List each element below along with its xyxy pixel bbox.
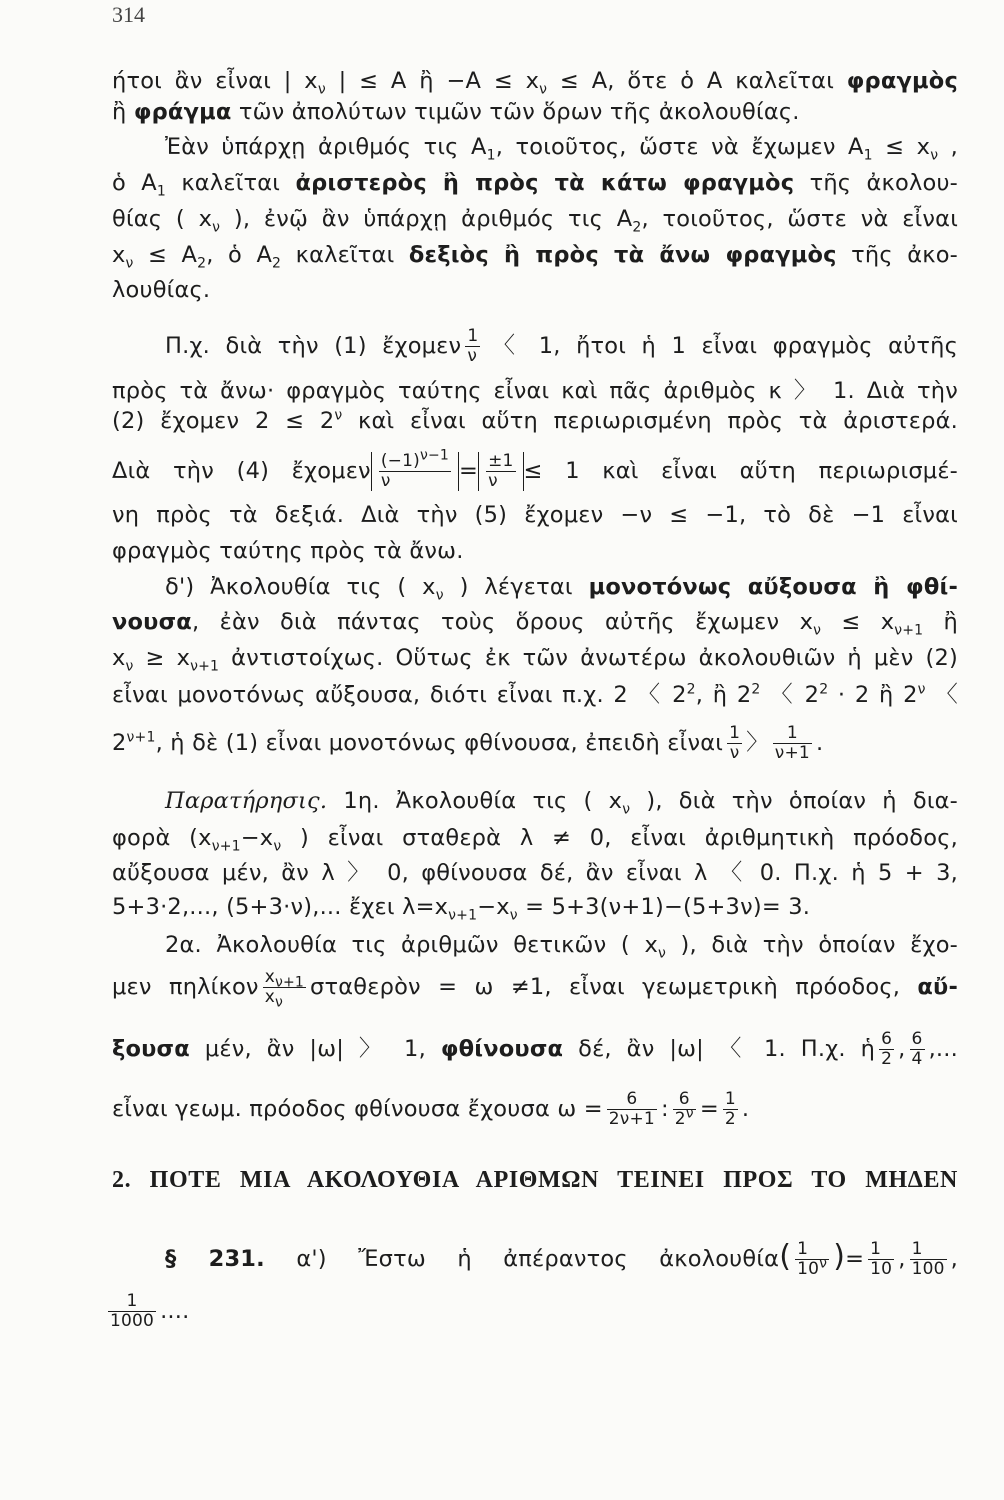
- term-bold: ἀριστερὸς ἢ πρὸς τὰ κάτω φραγμὸς: [295, 170, 795, 196]
- text-line: 2α. Ἀκολουθία τις ἀριθμῶν θετικῶν ( $x_\nu$ ), διὰ τὴν ὁποίαν ἔχο-: [165, 932, 958, 962]
- text-line: 5+3·2,..., (5+3·ν),... ἔχει $\lambda=x_{\nu+1}-x_\nu = 5+3(\nu+1)-(5+3\nu)= 3$.: [112, 894, 811, 924]
- text-line: Παρατήρησις. 1η. Ἀκολουθία τις ( $x_\nu$ ), διὰ τὴν ὁποίαν ἡ δια-: [165, 788, 958, 818]
- text-line: θίας ( $x_\nu$ ), ἐνῷ ἂν ὑπάρχῃ ἀριθμός τις $A_2$, τοιοῦτος, ὥστε νὰ εἶναι: [112, 206, 959, 236]
- term-bold: φθίνουσα: [440, 1036, 564, 1062]
- text-line: ξουσα μέν, ἂν |ω| 〉 1, φθίνουσα δέ, ἂν |ω| 〈 1. Π.χ. ἡ $\frac{6}{2}$ , $\frac{6}{4}$ ,...: [112, 1029, 958, 1069]
- text-line: μεν πηλίκον $\frac{x_{\nu+1}}{x_\nu}$ σταθερὸν = ω ≠1, εἶναι γεωμετρικὴ πρόοδος, αὔ-: [112, 967, 958, 1011]
- text-line: (2) ἔχομεν $2 \le 2^\nu$ καὶ εἶναι αὕτη περιωρισμένη πρὸς τὰ ἀριστερά.: [112, 407, 958, 434]
- text-line: § 231. α') Ἔστω ἡ ἀπέραντος ἀκολουθία( $\frac{1}{10^\nu}$ )= $\frac{1}{10}$ , $\frac{1}{100}$ ,: [165, 1239, 958, 1279]
- term-bold: φραγμὸς: [846, 68, 958, 94]
- text-line: νουσα, ἐὰν διὰ πάντας τοὺς ὅρους αὐτῆς ἔχωμεν $x_\nu \le x_{\nu+1}$ ἢ: [112, 609, 958, 639]
- text-line: Π.χ. διὰ τὴν (1) ἔχομεν $\frac{1}{\nu}$ 〈 1, ἤτοι ἡ 1 εἶναι φραγμὸς αὐτῆς: [165, 326, 959, 366]
- term-bold: ξουσα: [112, 1036, 190, 1062]
- absolute-value: $\frac{\pm 1}{\nu}$: [478, 452, 523, 491]
- term-bold: μονοτόνως αὔξουσα ἢ φθί-: [588, 574, 958, 600]
- fraction: $\frac{1}{\nu+1}$: [774, 723, 810, 763]
- text-line: νη πρὸς τὰ δεξιά. Διὰ τὴν (5) ἔχομεν −ν ≤ −1, τὸ δὲ −1 εἶναι: [112, 502, 958, 528]
- fraction: $\frac{1}{2}$: [724, 1089, 736, 1129]
- absolute-value: $\frac{(-1)^{\nu-1}}{\nu}$: [371, 452, 459, 491]
- fraction: $\frac{6}{2\nu+1}$: [608, 1089, 655, 1129]
- remark-label: Παρατήρησις.: [165, 788, 328, 814]
- fraction: $\frac{1}{100}$: [911, 1239, 945, 1279]
- text-line: πρὸς τὰ ἄνω· φραγμὸς ταύτης εἶναι καὶ πᾶς ἀριθμὸς κ 〉 1. Διὰ τὴν: [112, 378, 958, 404]
- text-line: $x_\nu \le A_2$, ὁ $A_2$ καλεῖται δεξιὸς ἢ πρὸς τὰ ἄνω φραγμὸς τῆς ἀκο-: [112, 242, 958, 272]
- term-bold: νουσα: [112, 609, 192, 635]
- text-line: εἶναι μονοτόνως αὔξουσα, διότι εἶναι π.χ. 2 〈 $2^2$, ἢ $2^2$ 〈 $2^2 \cdot 2$ ἢ $2^\nu$ 〈: [112, 681, 958, 708]
- text-line: δ') Ἀκολουθία τις ( $x_\nu$ ) λέγεται μονοτόνως αὔξουσα ἢ φθί-: [165, 574, 958, 604]
- term-bold: φράγμα: [133, 99, 232, 125]
- text-line: εἶναι γεωμ. πρόοδος φθίνουσα ἔχουσα ω = $\frac{6}{2\nu+1}$ : $\frac{6}{2^\nu}$ = $\frac{1}{2}$ .: [112, 1089, 750, 1129]
- text-line: $2^{\nu+1}$, ἡ δὲ (1) εἶναι μονοτόνως φθίνουσα, ἐπειδὴ εἶναι $\frac{1}{\nu}$ 〉 $\frac{1}{\nu+1}$ .: [112, 723, 824, 763]
- text-line: $x_\nu \ge x_{\nu+1}$ ἀντιστοίχως. Οὕτως ἐκ τῶν ἀνωτέρω ἀκολουθιῶν ἡ μὲν (2): [112, 645, 958, 675]
- term-bold: δεξιὸς ἢ πρὸς τὰ ἄνω φραγμὸς: [408, 242, 837, 268]
- text-line: λουθίας.: [112, 277, 211, 303]
- fraction: $\frac{6}{4}$: [911, 1029, 923, 1069]
- fraction: $\frac{1}{10}$: [870, 1239, 893, 1279]
- paragraph-number: § 231.: [165, 1246, 265, 1272]
- fraction: $\frac{1}{\nu}$: [467, 326, 479, 366]
- text-line: φορὰ ($x_{\nu+1}-x_\nu$ ) εἶναι σταθερὰ λ ≠ 0, εἶναι ἀριθμητικὴ πρόοδος,: [112, 825, 958, 855]
- fraction: $\frac{6}{2}$: [881, 1029, 893, 1069]
- fraction: $\frac{1}{\nu}$: [729, 723, 741, 763]
- section-heading: 2. ΠΟΤΕ ΜΙΑ ΑΚΟΛΟΥΘΙΑ ΑΡΙΘΜΩΝ ΤΕΙΝΕΙ ΠΡΟΣ ΤΟ ΜΗΔΕΝ: [112, 1167, 958, 1193]
- fraction: $\frac{1}{10^\nu}$: [797, 1239, 828, 1279]
- fraction: $\frac{6}{2^\nu}$: [674, 1089, 694, 1129]
- text-line: $\frac{1}{1000}$ ....: [110, 1291, 190, 1331]
- fraction: $\frac{x_{\nu+1}}{x_\nu}$: [264, 967, 305, 1011]
- fraction: $\frac{1}{1000}$: [110, 1291, 155, 1331]
- text-line: φραγμὸς ταύτης πρὸς τὰ ἄνω.: [112, 538, 464, 564]
- page-number: 314: [112, 2, 145, 27]
- text-line: αὔξουσα μέν, ἂν λ 〉 0, φθίνουσα δέ, ἂν εἶναι λ 〈 0. Π.χ. ἡ 5 + 3,: [112, 860, 958, 886]
- text-line: Διὰ τὴν (4) ἔχομεν $\frac{(-1)^{\nu-1}}{\nu}$ = $\frac{\pm 1}{\nu}$ ≤ 1 καὶ εἶναι αὕτη περιωρισμέ-: [112, 447, 959, 491]
- text-line: Ἐὰν ὑπάρχῃ ἀριθμός τις $A_1$, τοιοῦτος, ὥστε νὰ ἔχωμεν $A_1 \le x_\nu$ ,: [165, 134, 958, 164]
- text-line: ἢ φράγμα τῶν ἀπολύτων τιμῶν τῶν ὅρων τῆς ἀκολουθίας.: [112, 99, 800, 125]
- text-line: ήτοι ἂν εἶναι | $x_\nu$ | ≤ A ἢ $-A \le x_\nu \le A$, ὅτε ὁ A καλεῖται φραγμὸς: [112, 68, 958, 98]
- text-line: ὁ $A_1$ καλεῖται ἀριστερὸς ἢ πρὸς τὰ κάτω φραγμὸς τῆς ἀκολου-: [112, 170, 958, 200]
- term-bold: αὔ-: [917, 974, 958, 1000]
